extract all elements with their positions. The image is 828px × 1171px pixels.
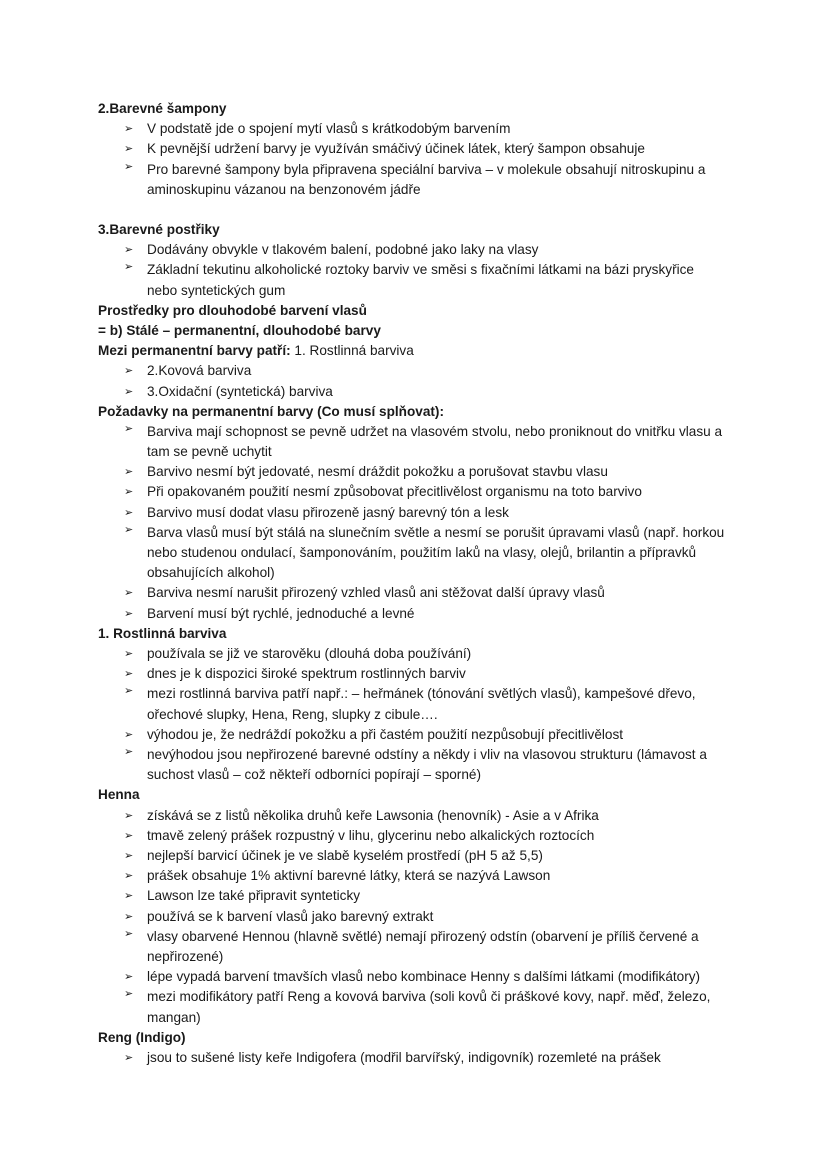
list-item-text: 2.Kovová barviva: [147, 363, 252, 379]
list-item-text: používala se již ve starověku (dlouhá doba používání): [147, 646, 472, 662]
list-item-text: Barvivo nesmí být jedovaté, nesmí dráždit pokožku a porušovat stavbu vlasu: [147, 464, 608, 480]
section-heading: 3.Barevné postřiky: [98, 221, 220, 237]
arrow-bullet-icon: ➢: [124, 870, 134, 883]
arrow-bullet-icon: ➢: [124, 809, 134, 822]
list-item: [98, 664, 748, 684]
arrow-bullet-icon: ➢: [124, 123, 134, 136]
arrow-bullet-icon: ➢: [124, 160, 134, 173]
section-heading: Požadavky na permanentní barvy (Co musí splňovat):: [98, 403, 444, 419]
list-item-text: nevýhodou jsou nepřirozené barevné odstíny a někdy i vliv na vlasovou strukturu (lámavost a suchost vlasů – což někteří odborníci popírají – sporné): [147, 746, 707, 783]
list-item-text: Lawson lze také připravit synteticky: [147, 888, 361, 904]
list-item: [98, 119, 748, 139]
list-item: [98, 927, 748, 967]
arrow-bullet-icon: ➢: [124, 927, 134, 940]
arrow-bullet-icon: ➢: [124, 506, 134, 519]
list-item: [98, 361, 748, 381]
arrow-bullet-icon: ➢: [124, 849, 134, 862]
arrow-bullet-icon: ➢: [124, 685, 134, 698]
list-item: [98, 382, 748, 402]
arrow-bullet-icon: ➢: [124, 988, 134, 1001]
list-item-text: lépe vypadá barvení tmavších vlasů nebo kombinace Henny s dalšími látkami (modifikátory): [147, 969, 701, 985]
arrow-bullet-icon: ➢: [124, 587, 134, 600]
list-item: [98, 1048, 748, 1068]
list-item-text: Barvivo musí dodat vlasu přirozeně jasný barevný tón a lesk: [147, 504, 509, 520]
list-item-text: jsou to sušené listy keře Indigofera (modřil barvířský, indigovník) rozemleté na prášek: [147, 1049, 661, 1065]
list-item-text: Dodávány obvykle v tlakovém balení, podobné jako laky na vlasy: [147, 242, 539, 258]
list-item-text: prášek obsahuje 1% aktivní barevné látky, která se nazývá Lawson: [147, 868, 551, 884]
mixed-line: [98, 341, 748, 361]
section-heading: = b) Stálé – permanentní, dlouhodobé barvy: [98, 322, 381, 338]
list-item: [98, 745, 748, 785]
list-item: [98, 866, 748, 886]
list-item: [98, 684, 748, 724]
list-item-text: Pro barevné šampony byla připravena speciální barviva – v molekule obsahují nitroskupinu a aminoskupinu vázanou na benzonovém jádře: [147, 161, 706, 197]
list-item-text: K pevnější udržení barvy je využíván smáčivý účinek látek, který šampon obsahuje: [147, 141, 645, 157]
section-heading: Reng (Indigo): [98, 1029, 186, 1045]
mixed-line-bold: Mezi permanentní barvy patří:: [98, 343, 291, 359]
arrow-bullet-icon: ➢: [124, 648, 134, 661]
list-item-text: nejlepší barvicí účinek je ve slabě kyselém prostředí (pH 5 až 5,5): [147, 847, 543, 863]
list-item-text: tmavě zelený prášek rozpustný v lihu, glycerinu nebo alkalických roztocích: [147, 827, 595, 843]
arrow-bullet-icon: ➢: [124, 728, 134, 741]
section-heading: Henna: [98, 787, 140, 803]
list-item-text: V podstatě jde o spojení mytí vlasů s krátkodobým barvením: [147, 121, 511, 137]
list-item: [98, 967, 748, 987]
arrow-bullet-icon: ➢: [124, 365, 134, 378]
list-item-text: získává se z listů několika druhů keře Lawsonia (henovník) - Asie a v Afrika: [147, 807, 599, 823]
arrow-bullet-icon: ➢: [124, 971, 134, 984]
arrow-bullet-icon: ➢: [124, 244, 134, 257]
list-item: [98, 806, 748, 826]
document-page: [98, 99, 748, 1068]
list-item: [98, 725, 748, 745]
section-heading: Prostředky pro dlouhodobé barvení vlasů: [98, 302, 367, 318]
list-item: [98, 644, 748, 664]
arrow-bullet-icon: ➢: [124, 143, 134, 156]
list-item: [98, 422, 748, 462]
list-item: [98, 462, 748, 482]
arrow-bullet-icon: ➢: [124, 486, 134, 499]
arrow-bullet-icon: ➢: [124, 422, 134, 435]
list-item-text: Barvení musí být rychlé, jednoduché a levné: [147, 605, 415, 621]
arrow-bullet-icon: ➢: [124, 890, 134, 903]
list-item-text: mezi modifikátory patří Reng a kovová barviva (soli kovů či práškové kovy, např. měď, železo, mangan): [147, 989, 711, 1025]
list-item-text: používá se k barvení vlasů jako barevný extrakt: [147, 908, 434, 924]
list-item-text: Základní tekutinu alkoholické roztoky barviv ve směsi s fixačními látkami na bázi pryskyřice nebo syntetických gum: [147, 262, 694, 298]
arrow-bullet-icon: ➢: [124, 466, 134, 479]
list-item: [98, 240, 748, 260]
arrow-bullet-icon: ➢: [124, 523, 134, 536]
list-item-text: Při opakovaném použití nesmí způsobovat přecitlivělost organismu na toto barvivo: [147, 484, 642, 500]
list-item-text: Barviva mají schopnost se pevně udržet na vlasovém stvolu, nebo proniknout do vnitřku vlasu a tam se pevně uchytit: [147, 423, 723, 460]
list-item: [98, 503, 748, 523]
arrow-bullet-icon: ➢: [124, 745, 134, 758]
arrow-bullet-icon: ➢: [124, 607, 134, 620]
arrow-bullet-icon: ➢: [124, 261, 134, 274]
mixed-line-normal: 1. Rostlinná barviva: [290, 343, 414, 359]
list-item-text: Barviva nesmí narušit přirozený vzhled vlasů ani stěžovat další úpravy vlasů: [147, 585, 605, 601]
list-item: [98, 886, 748, 906]
list-item-text: mezi rostlinná barviva patří např.: – heřmánek (tónování světlých vlasů), kampešové dřevo, ořechové slupky, Hena, Reng, slupky z cibule….: [147, 686, 696, 722]
section-heading: 2.Barevné šampony: [98, 101, 227, 116]
arrow-bullet-icon: ➢: [124, 385, 134, 398]
arrow-bullet-icon: ➢: [124, 910, 134, 923]
list-item: [98, 160, 748, 200]
list-item-text: dnes je k dispozici široké spektrum rostlinných barviv: [147, 666, 466, 682]
list-item: [98, 826, 748, 846]
list-item: [98, 482, 748, 502]
list-item: [98, 139, 748, 159]
section-heading: 1. Rostlinná barviva: [98, 625, 227, 641]
list-item: [98, 523, 748, 584]
arrow-bullet-icon: ➢: [124, 668, 134, 681]
list-item: [98, 846, 748, 866]
list-item-text: 3.Oxidační (syntetická) barviva: [147, 383, 333, 399]
arrow-bullet-icon: ➢: [124, 1051, 134, 1064]
list-item-text: výhodou je, že nedráždí pokožku a při častém použití nezpůsobují přecitlivělost: [147, 726, 624, 742]
list-item-text: vlasy obarvené Hennou (hlavně světlé) nemají přirozený odstín (obarvení je příliš červené a nepřirozené): [147, 928, 699, 964]
list-item: [98, 583, 748, 603]
list-item: [98, 260, 748, 300]
list-item: [98, 987, 748, 1027]
list-item: [98, 604, 748, 624]
list-item-text: Barva vlasů musí být stálá na slunečním světle a nesmí se porušit úpravami vlasů (např. horkou nebo studenou ondulací, šamponováním, použitím laků na vlasy, olejů, brilantin a přípravků obsahujících alkohol): [147, 524, 725, 581]
list-item: [98, 907, 748, 927]
arrow-bullet-icon: ➢: [124, 829, 134, 842]
